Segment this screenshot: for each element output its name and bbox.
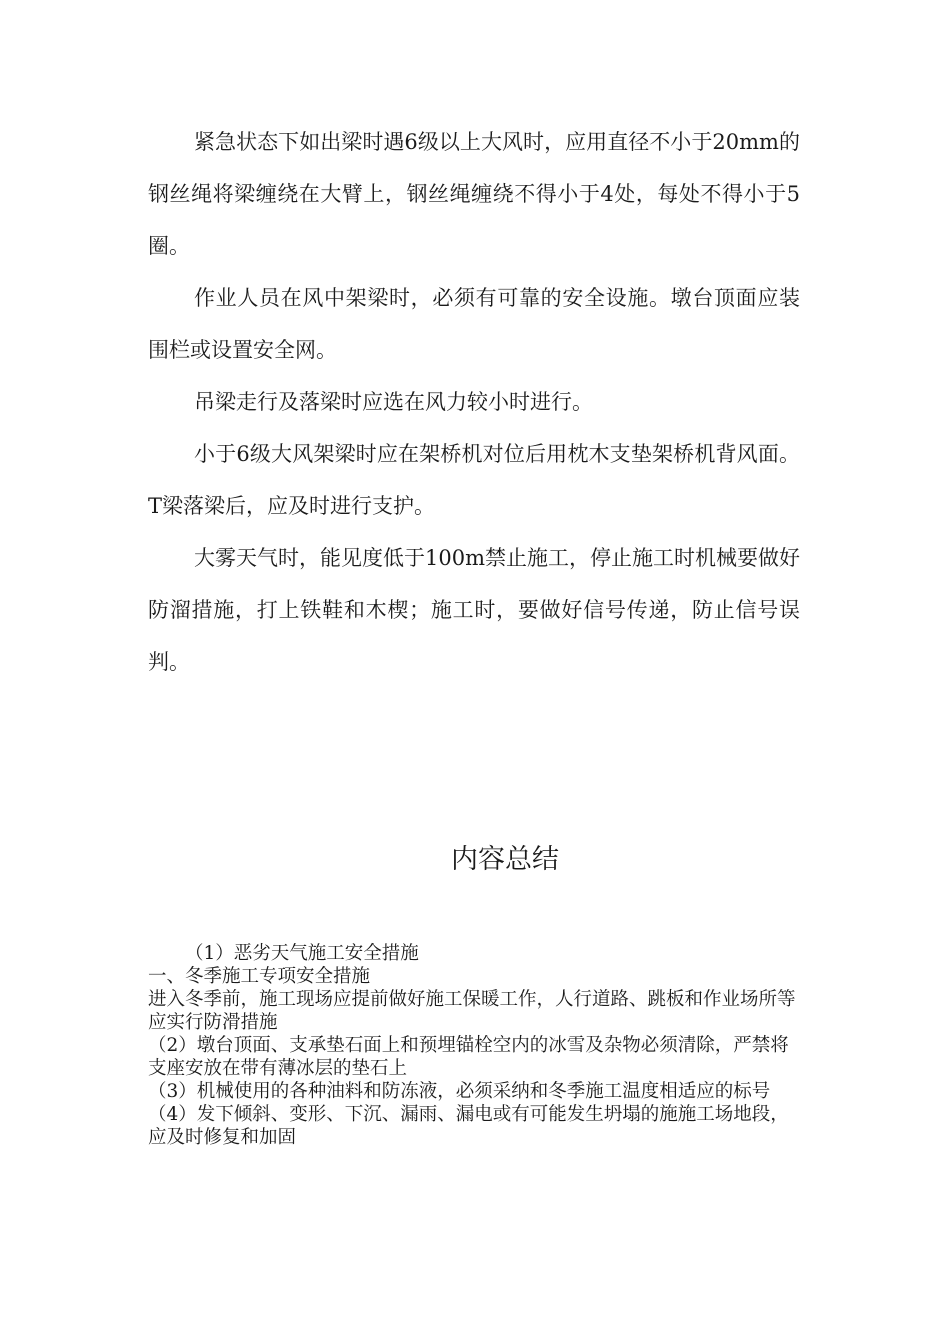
paragraph-beam-support: 小于6级大风架梁时应在架桥机对位后用枕木支垫架桥机背风面。T梁落梁后，应及时进行支护。 — [148, 442, 800, 518]
summary-line: 进入冬季前，施工现场应提前做好施工保暖工作，人行道路、跳板和作业场所等应实行防滑措施 — [148, 989, 796, 1033]
paragraph-fog-weather: 大雾天气时，能见度低于100m禁止施工，停止施工时机械要做好防溜措施，打上铁鞋和木楔；施工时，要做好信号传递，防止信号误判。 — [148, 546, 800, 674]
summary-line: （4）发下倾斜、变形、下沉、漏雨、漏电或有可能发生坍塌的施施工场地段，应及时修复和加固 — [148, 1104, 789, 1148]
summary-line: （1）恶劣天气施工安全措施 — [185, 943, 419, 964]
paragraph-high-wind-emergency: 紧急状态下如出梁时遇6级以上大风时，应用直径不小于20mm的钢丝绳将梁缠绕在大臂上，钢丝绳缠绕不得小于4处，每处不得小于5圈。 — [148, 130, 800, 258]
paragraph-safety-facilities: 作业人员在风中架梁时，必须有可靠的安全设施。墩台顶面应装围栏或设置安全网。 — [148, 286, 800, 362]
summary-line: （3）机械使用的各种油料和防冻液，必须采纳和冬季施工温度相适应的标号 — [148, 1081, 771, 1102]
summary-title: 内容总结 — [451, 844, 559, 875]
summary-line: （2）墩台顶面、支承垫石面上和预埋锚栓空内的冰雪及杂物必须清除，严禁将支座安放在带有薄冰层的垫石上 — [148, 1035, 789, 1079]
body-text — [148, 116, 800, 688]
summary-line: 一、冬季施工专项安全措施 — [148, 966, 371, 987]
summary-section — [148, 942, 798, 1149]
paragraph-low-wind-lifting: 吊梁走行及落梁时应选在风力较小时进行。 — [194, 390, 593, 414]
